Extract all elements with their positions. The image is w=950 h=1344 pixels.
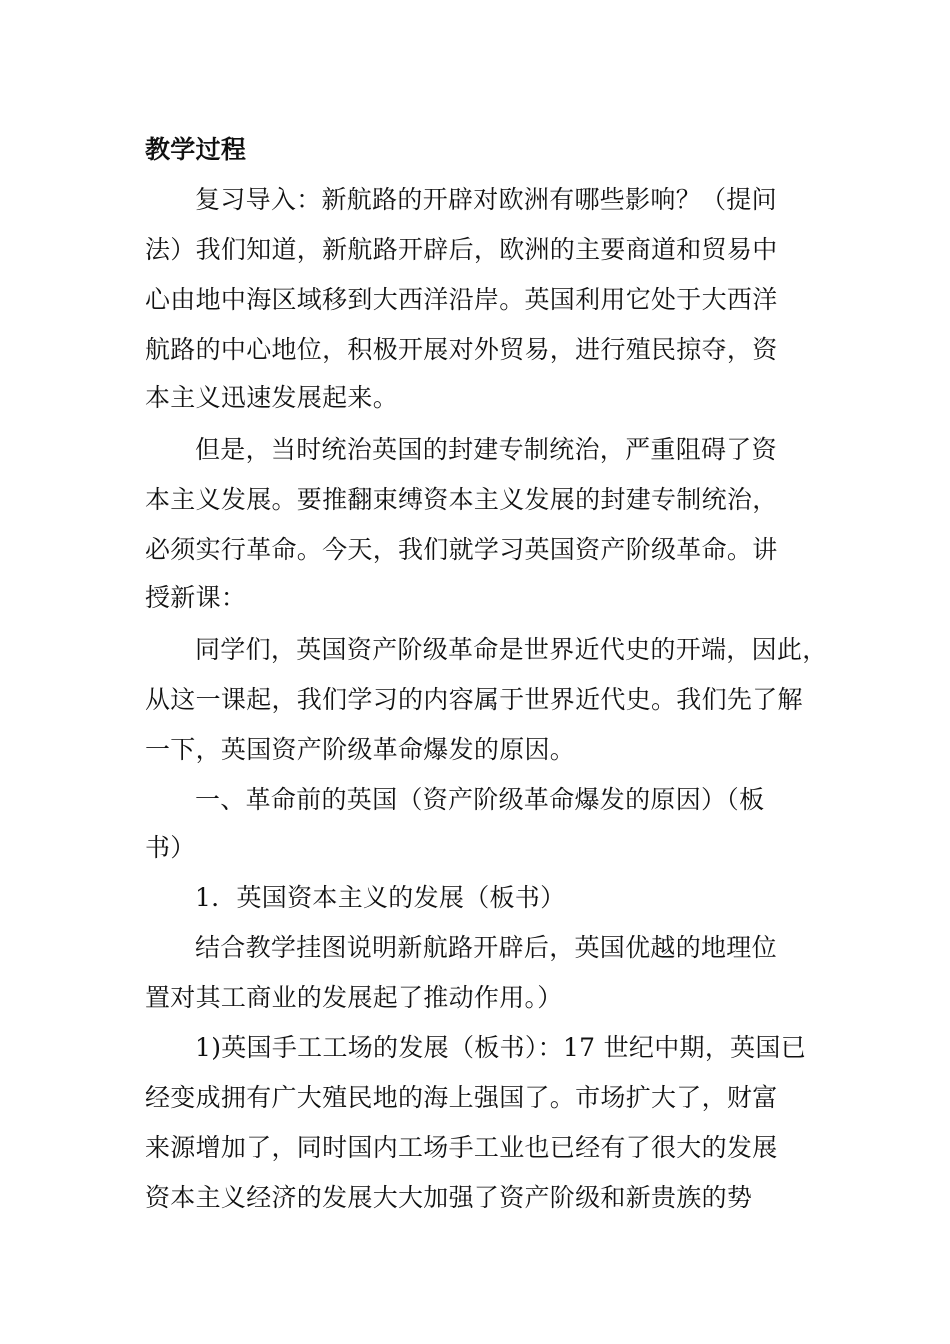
paragraph-line: 书）	[145, 833, 196, 862]
paragraph-line: 从这一课起，我们学习的内容属于世界近代史。我们先了解	[145, 685, 803, 714]
paragraph-line: 经变成拥有广大殖民地的海上强国了。市场扩大了，财富	[145, 1083, 778, 1112]
paragraph-line: 来源增加了，同时国内工场手工业也已经有了很大的发展	[145, 1133, 778, 1162]
paragraph-line: 一下，英国资产阶级革命爆发的原因。	[145, 735, 576, 764]
paragraph-line: 必须实行革命。今天，我们就学习英国资产阶级革命。讲	[145, 535, 778, 564]
paragraph-line: 结合教学挂图说明新航路开辟后，英国优越的地理位	[195, 933, 777, 962]
paragraph-line: 心由地中海区域移到大西洋沿岸。英国利用它处于大西洋	[145, 285, 778, 314]
paragraph-line: 但是，当时统治英国的封建专制统治，严重阻碍了资	[195, 435, 777, 464]
paragraph-line: 法）我们知道，新航路开辟后，欧洲的主要商道和贸易中	[145, 235, 778, 264]
paragraph-line: 授新课：	[145, 583, 247, 612]
paragraph-line: 同学们，英国资产阶级革命是世界近代史的开端，因此，	[195, 635, 828, 664]
paragraph-line: 资本主义经济的发展大大加强了资产阶级和新贵族的势	[145, 1183, 753, 1212]
paragraph-line: 本主义迅速发展起来。	[145, 383, 399, 412]
paragraph-line: 一、革命前的英国（资产阶级革命爆发的原因）（板	[195, 785, 765, 814]
paragraph-line: 本主义发展。要推翻束缚资本主义发展的封建专制统治，	[145, 485, 778, 514]
paragraph-line: 复习导入：新航路的开辟对欧洲有哪些影响？（提问	[195, 185, 777, 214]
paragraph-line: 置对其工商业的发展起了推动作用。）	[145, 983, 563, 1012]
paragraph-line: 1．英国资本主义的发展（板书）	[195, 883, 566, 912]
paragraph-line: 1)英国手工工场的发展（板书）：17 世纪中期，英国已	[195, 1033, 807, 1062]
paragraph-line: 航路的中心地位，积极开展对外贸易，进行殖民掠夺，资	[145, 335, 778, 364]
section-heading: 教学过程	[145, 135, 247, 164]
